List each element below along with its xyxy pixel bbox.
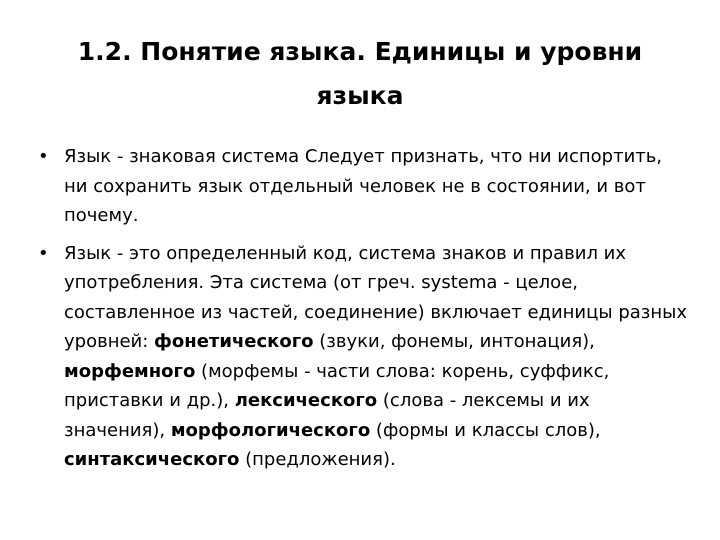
term-syntactic: синтаксического — [64, 449, 240, 470]
term-lexical: лексического — [234, 390, 378, 411]
bullet-text-2 — [64, 243, 687, 471]
term-phonetic: фонетического — [154, 331, 314, 352]
bullet-list — [38, 142, 688, 483]
bullet-text-segment: (формы и классы слов), — [370, 419, 601, 441]
slide-title: 1.2. Понятие языка. Единицы и уровни языка — [77, 37, 643, 110]
bullet-text-segment: Язык - это определенный код, система знаков и правил их употребления. Эта система (от греч. systema - целое, составленное из частей, соединение) включает единицы разных уровней: — [64, 242, 687, 352]
term-morphological: морфологического — [170, 419, 371, 441]
bullet-text-segment: (морфемы - части слова: корень, суффикс, приставки и др.), — [64, 360, 610, 411]
bullet-item-1 — [38, 142, 688, 231]
bullet-dot-icon: • — [38, 146, 49, 167]
bullet-dot-icon: • — [38, 242, 49, 264]
bullet-text-segment: (звуки, фонемы, интонация), — [313, 331, 595, 352]
bullet-text-segment: (слова - лексемы и их значения), — [64, 390, 590, 441]
bullet-text-segment: (предложения). — [239, 449, 396, 470]
term-morphemic: морфемного — [64, 360, 196, 382]
bullet-text-1: Язык - знаковая система Следует признать, что ни испортить, ни сохранить язык отдельный человек не в состоянии, и вот почему. — [64, 146, 663, 226]
bullet-item-2 — [38, 239, 688, 475]
